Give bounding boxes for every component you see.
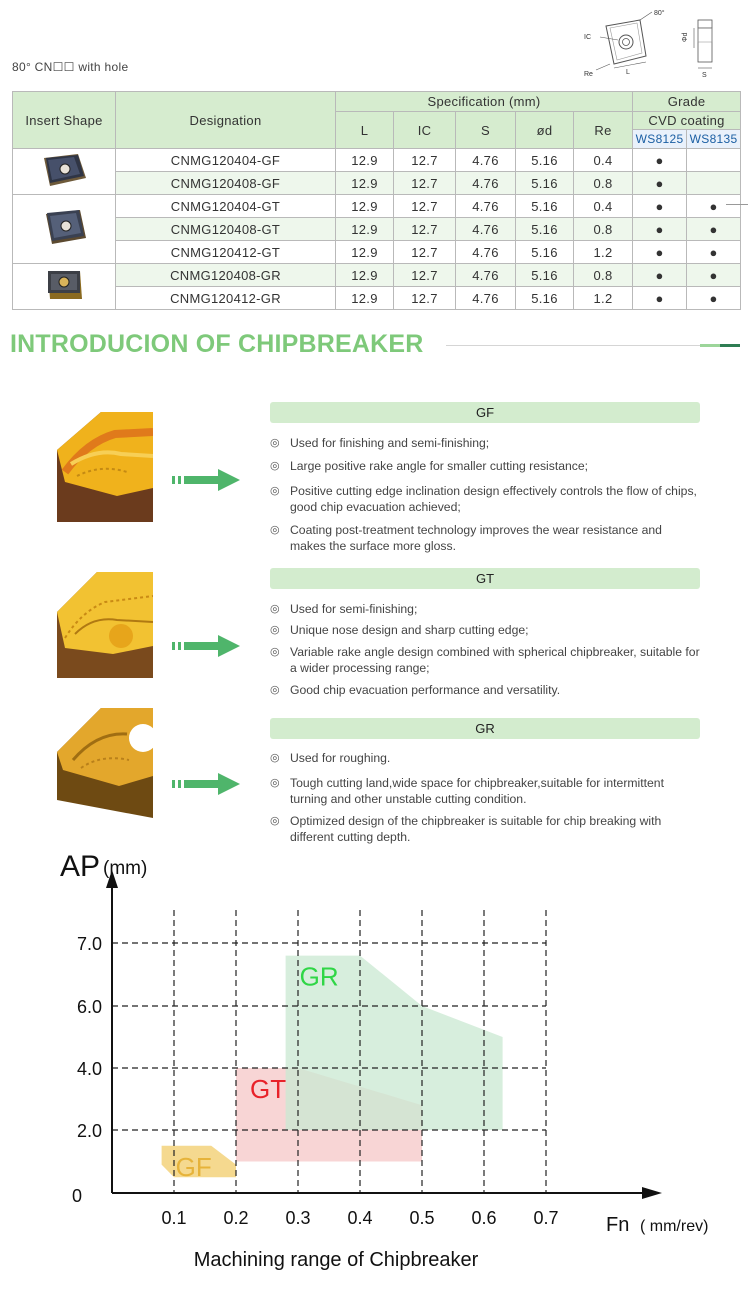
- gt-bullet-2: [270, 622, 700, 638]
- diagram-ic-label: IC: [584, 34, 591, 41]
- value-cell: 4.76: [456, 195, 516, 218]
- title-rule-accent: [700, 344, 740, 347]
- grade-ws8125-cell: ●: [633, 287, 687, 310]
- value-cell: 5.16: [516, 241, 574, 264]
- title-rule-divider: [446, 345, 740, 346]
- bullet-text: Optimized design of the chipbreaker is suitable for chip breaking with different cutting depth.: [290, 814, 662, 844]
- bullet-icon: ◎: [270, 524, 280, 536]
- bullet-icon: ◎: [270, 815, 280, 827]
- insert-type-subtitle: 80° CN☐☐ with hole: [12, 60, 129, 74]
- value-cell: 0.8: [574, 218, 633, 241]
- bullet-icon: ◎: [270, 777, 280, 789]
- gt-insert-image: [57, 572, 153, 682]
- gf-chipbreaker-label: GF: [270, 402, 700, 423]
- value-cell: 0.4: [574, 149, 633, 172]
- x-tick-label: 0.3: [285, 1208, 311, 1228]
- bullet-icon: ◎: [270, 752, 280, 764]
- bullet-icon: ◎: [270, 624, 280, 636]
- diagram-l-label: L: [626, 69, 630, 76]
- value-cell: 5.16: [516, 287, 574, 310]
- grade-ws8135-cell: [687, 149, 741, 172]
- grade-ws8135-cell: ●: [687, 287, 741, 310]
- col-dim-l: L: [336, 112, 394, 149]
- diagram-s-label: S: [702, 72, 707, 79]
- gt-bullet-4: [270, 682, 700, 698]
- x-tick-label: 0.2: [223, 1208, 249, 1228]
- grade-ws8125-cell: ●: [633, 218, 687, 241]
- bullet-icon: ◎: [270, 684, 280, 696]
- value-cell: 12.7: [394, 218, 456, 241]
- col-cvd-coating: CVD coating: [633, 112, 741, 130]
- bullet-icon: ◎: [270, 485, 280, 497]
- insert-shape-gt-image: [13, 195, 116, 264]
- bullet-icon: ◎: [270, 460, 280, 472]
- arrow-right-icon: [172, 469, 242, 491]
- grade-ws8135-cell: ●: [687, 264, 741, 287]
- value-cell: 4.76: [456, 149, 516, 172]
- bullet-text: Unique nose design and sharp cutting edge;: [290, 623, 529, 637]
- col-grade: Grade: [633, 92, 741, 112]
- grade-ws8125-cell: ●: [633, 149, 687, 172]
- y-tick-label: 7.0: [76, 934, 102, 954]
- table-row: [13, 172, 741, 195]
- insert-gf-icon: [34, 150, 94, 190]
- table-row: [13, 264, 741, 287]
- x-axis-title: Fn: [606, 1214, 630, 1236]
- value-cell: 12.9: [336, 195, 394, 218]
- table-row: [13, 241, 741, 264]
- bullet-text: Used for finishing and semi-finishing;: [290, 436, 490, 450]
- gr-insert-image: [57, 708, 153, 818]
- y-tick-label: 4.0: [76, 1059, 102, 1079]
- y-tick-label: 2.0: [76, 1121, 102, 1141]
- chart-title: Machining range of Chipbreaker: [193, 1249, 479, 1271]
- value-cell: 4.76: [456, 218, 516, 241]
- value-cell: 0.4: [574, 195, 633, 218]
- x-tick-label: 0.7: [533, 1208, 559, 1228]
- designation-cell: CNMG120404-GT: [116, 195, 336, 218]
- machining-range-chart: [0, 840, 750, 1291]
- value-cell: 12.9: [336, 287, 394, 310]
- value-cell: 4.76: [456, 287, 516, 310]
- table-row: [13, 195, 741, 218]
- bullet-icon: ◎: [270, 603, 280, 615]
- x-tick-label: 0.1: [161, 1208, 187, 1228]
- insert-gt-icon: [34, 206, 94, 250]
- grade-ws8125-cell: ●: [633, 264, 687, 287]
- value-cell: 12.7: [394, 264, 456, 287]
- side-tick-divider: [726, 204, 748, 205]
- gr-chipbreaker-label: GR: [270, 718, 700, 739]
- value-cell: 12.9: [336, 172, 394, 195]
- bullet-text: Coating post-treatment technology improves the wear resistance and makes the surface more gloss.: [290, 523, 662, 553]
- gt-chipbreaker-label: GT: [270, 568, 700, 589]
- gt-bullet-1: [270, 601, 700, 617]
- col-grade-ws8135: WS8135: [687, 130, 741, 149]
- bullet-text: Good chip evacuation performance and versatility.: [290, 683, 561, 697]
- grade-ws8135-cell: [687, 172, 741, 195]
- designation-cell: CNMG120408-GT: [116, 218, 336, 241]
- col-grade-ws8125: WS8125: [633, 130, 687, 149]
- diagram-angle-label: 80°: [654, 10, 665, 17]
- diagram-d-label: Φd: [682, 32, 689, 42]
- value-cell: 0.8: [574, 172, 633, 195]
- bullet-text: Positive cutting edge inclination design effectively controls the flow of chips, good chip evacuation achieved;: [290, 484, 697, 514]
- value-cell: 5.16: [516, 172, 574, 195]
- col-dim-re: Re: [574, 112, 633, 149]
- table-row: [13, 218, 741, 241]
- designation-cell: CNMG120404-GF: [116, 149, 336, 172]
- value-cell: 1.2: [574, 287, 633, 310]
- region-label-gf: GF: [175, 1151, 212, 1182]
- insert-shape-gr-image: [13, 264, 116, 310]
- table-row: [13, 149, 741, 172]
- col-designation: Designation: [116, 92, 336, 149]
- y-axis-title: AP: [60, 850, 101, 883]
- designation-cell: CNMG120412-GT: [116, 241, 336, 264]
- col-dim-d: ød: [516, 112, 574, 149]
- gr-bullet-2: [270, 775, 700, 807]
- y-tick-label: 6.0: [76, 997, 102, 1017]
- y-tick-label: 0: [71, 1186, 82, 1206]
- gr-bullet-1: [270, 750, 700, 766]
- grade-ws8135-cell: ●: [687, 241, 741, 264]
- region-label-gt: GT: [250, 1074, 287, 1104]
- bullet-text: Used for roughing.: [290, 751, 391, 765]
- bullet-text: Large positive rake angle for smaller cutting resistance;: [290, 459, 589, 473]
- value-cell: 5.16: [516, 218, 574, 241]
- gf-bullet-2: [270, 458, 700, 474]
- x-tick-label: 0.6: [471, 1208, 497, 1228]
- designation-cell: CNMG120408-GF: [116, 172, 336, 195]
- value-cell: 4.76: [456, 172, 516, 195]
- gf-bullet-1: [270, 435, 700, 451]
- grade-ws8135-cell: ●: [687, 218, 741, 241]
- arrow-right-icon: [172, 635, 242, 657]
- value-cell: 12.7: [394, 172, 456, 195]
- grade-ws8125-cell: ●: [633, 195, 687, 218]
- value-cell: 12.9: [336, 264, 394, 287]
- value-cell: 12.7: [394, 241, 456, 264]
- value-cell: 5.16: [516, 149, 574, 172]
- grade-ws8125-cell: ●: [633, 241, 687, 264]
- arrow-right-icon: [172, 773, 242, 795]
- value-cell: 12.7: [394, 287, 456, 310]
- value-cell: 12.7: [394, 149, 456, 172]
- grade-ws8125-cell: ●: [633, 172, 687, 195]
- col-insert-shape: Insert Shape: [13, 92, 116, 149]
- designation-cell: CNMG120408-GR: [116, 264, 336, 287]
- value-cell: 12.9: [336, 241, 394, 264]
- grade-ws8135-cell: ●: [687, 195, 741, 218]
- value-cell: 0.8: [574, 264, 633, 287]
- gf-bullet-3: [270, 483, 700, 515]
- bullet-text: Variable rake angle design combined with spherical chipbreaker, suitable for a wider processing range;: [290, 645, 700, 675]
- specification-table: [12, 91, 741, 310]
- bullet-icon: ◎: [270, 646, 280, 658]
- insert-dimension-diagram: [580, 6, 740, 80]
- gt-bullet-3: [270, 644, 700, 676]
- value-cell: 5.16: [516, 195, 574, 218]
- gf-bullet-4: [270, 522, 700, 554]
- value-cell: 4.76: [456, 241, 516, 264]
- chipbreaker-intro-title: INTRODUCION OF CHIPBREAKER: [10, 330, 424, 358]
- col-specification: Specification (mm): [336, 92, 633, 112]
- x-axis-unit: ( mm/rev): [640, 1218, 709, 1235]
- x-axis-arrow-icon: [642, 1187, 662, 1199]
- col-dim-ic: IC: [394, 112, 456, 149]
- value-cell: 1.2: [574, 241, 633, 264]
- gf-insert-image: [57, 412, 153, 522]
- x-tick-label: 0.4: [347, 1208, 373, 1228]
- value-cell: 12.7: [394, 195, 456, 218]
- diagram-re-label: Re: [584, 71, 593, 78]
- bullet-icon: ◎: [270, 437, 280, 449]
- bullet-text: Tough cutting land,wide space for chipbreaker,suitable for intermittent turning and other unstable cutting condition.: [290, 776, 664, 806]
- value-cell: 12.9: [336, 218, 394, 241]
- value-cell: 4.76: [456, 264, 516, 287]
- col-dim-s: S: [456, 112, 516, 149]
- value-cell: 5.16: [516, 264, 574, 287]
- designation-cell: CNMG120412-GR: [116, 287, 336, 310]
- insert-gr-icon: [34, 265, 94, 305]
- insert-shape-gf-image: [13, 149, 116, 195]
- y-axis-unit: (mm): [103, 858, 148, 879]
- value-cell: 12.9: [336, 149, 394, 172]
- x-tick-label: 0.5: [409, 1208, 435, 1228]
- bullet-text: Used for semi-finishing;: [290, 602, 418, 616]
- table-row: [13, 287, 741, 310]
- region-label-gr: GR: [299, 961, 339, 992]
